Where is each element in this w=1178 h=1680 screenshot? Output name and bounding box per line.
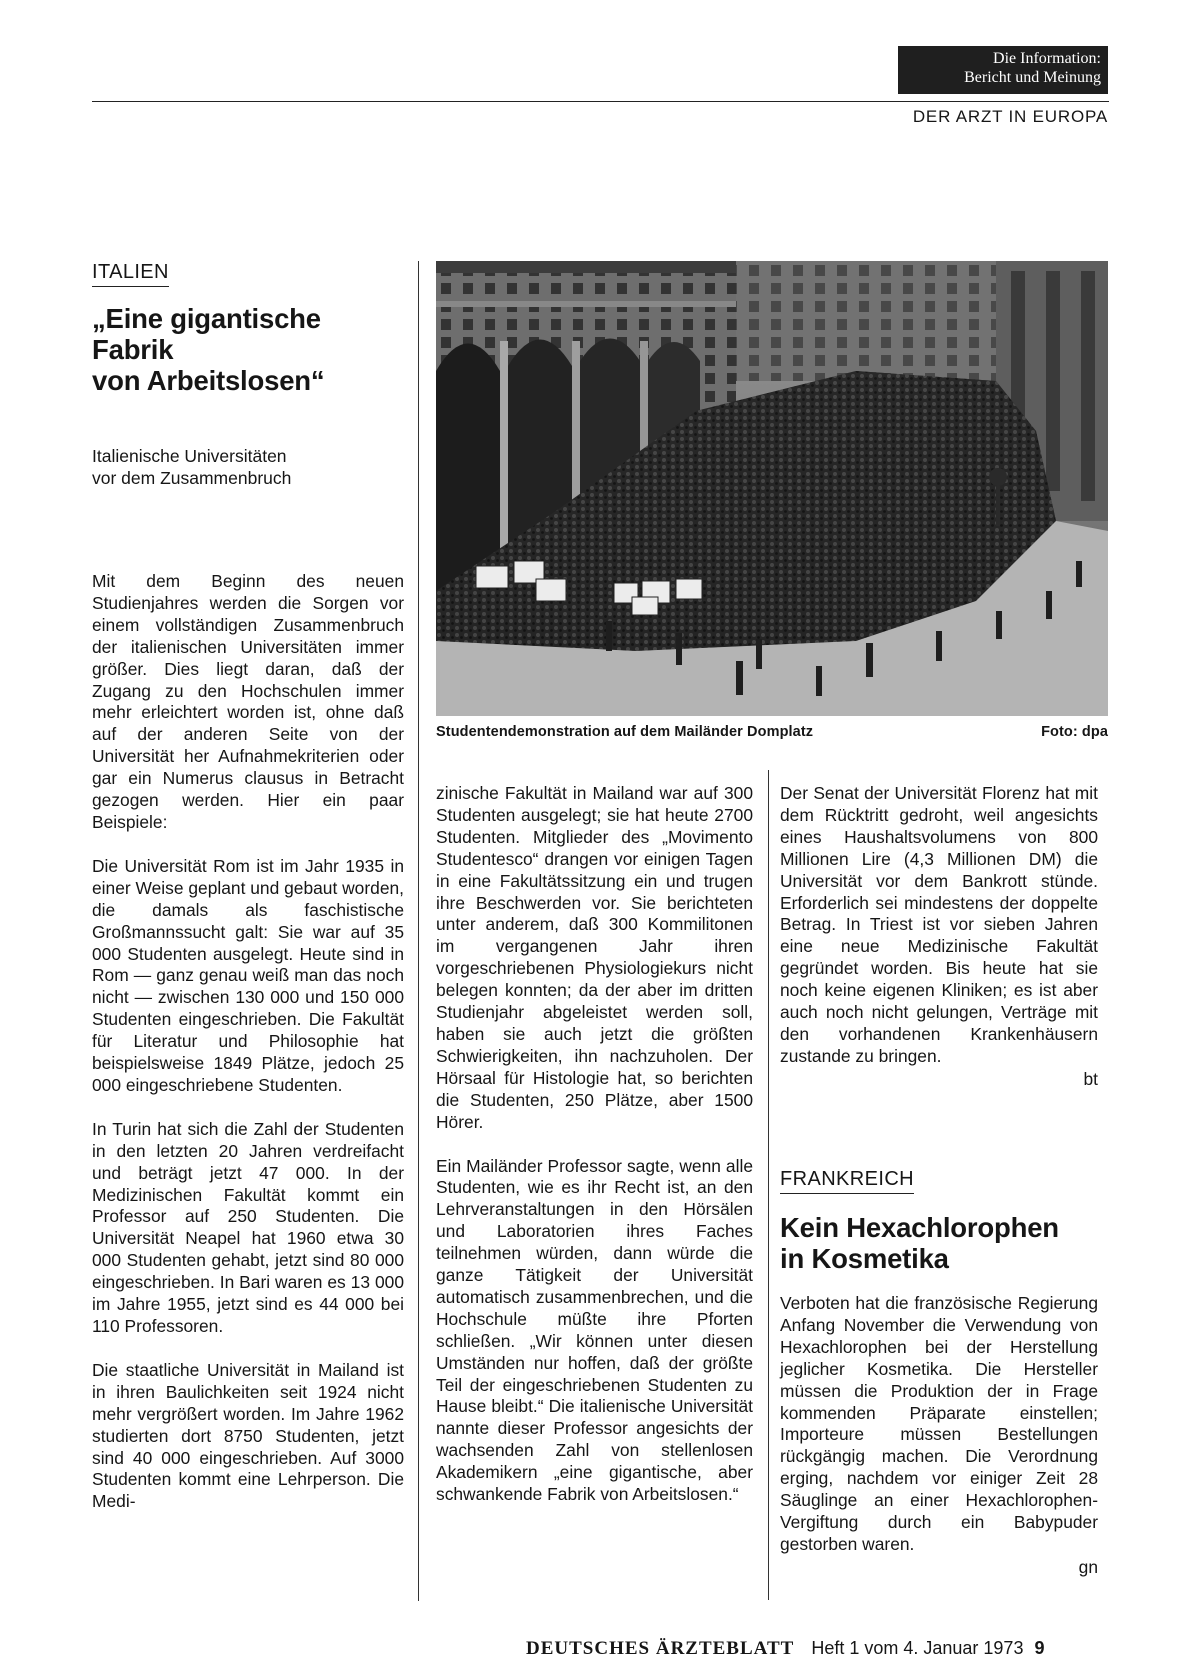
body-paragraph: In Turin hat sich die Zahl der Studenten in den letzten 20 Jahren verdreifacht und beträgt jetzt 47 000. In der Medizinischen Fakultät kommt ein Professor auf 250 Studenten. Die Universität Neapel hat 1960 etwa 30 000 Studenten gehabt, jetzt sind 80 000 eingeschrieben. In Bari waren es 13 000 im Jahre 1955, jetzt sind es 44 000 bei 110 Professoren.	[92, 1118, 404, 1336]
headline-line: von Arbeitslosen“	[92, 365, 325, 396]
body-paragraph: Ein Mailänder Professor sagte, wenn alle Studenten, wie es ihr Recht ist, an den Lehrveranstaltungen in den Hörsälen und Laboratorien ihres Faches teilnehmen würden, dann würde die ganze Tätigkeit der Universität automatisch zusammenbrechen, und die Hochschule müßte ihre Pforten schließen. „Wir können unter diesen Umständen nur hoffen, daß der größte Teil der eingeschriebenen Studenten zu Hause bleibt.“ Die italienische Universität nannte dieser Professor angesichts der wachsenden Zahl von stellenlosen Akademikern „eine gigantische, aber schwankende Fabrik von Arbeitslosen.“	[436, 1155, 753, 1505]
headline-line: Fabrik	[92, 334, 174, 365]
article1-header	[92, 261, 169, 284]
subhead-line: vor dem Zusammenbruch	[92, 468, 292, 488]
rubric-tag-line1: Die Information:	[993, 50, 1101, 67]
headline-line: Kein Hexachlorophen	[780, 1212, 1059, 1243]
caption-text: Studentendemonstration auf dem Mailänder Domplatz	[436, 724, 814, 740]
author-sign: bt	[1083, 1068, 1098, 1089]
body-paragraph: Verboten hat die französische Regierung Anfang November die Verwendung von Hexachlorophen bei der Herstellung jeglicher Kosmetika. Die Hersteller müssen die Produktion der in Frage kommenden Präparate einstellen; Importeure müssen Bestellungen rückgängig machen. Die Verordnung erging, nachdem vor einiger Zeit 28 Säuglinge an einer Hexachlorophen-Vergiftung durch ein Babypuder gestorben waren.	[780, 1293, 1098, 1554]
photo-caption	[436, 724, 1108, 740]
issue-info: Heft 1 vom 4. Januar 1973	[811, 1638, 1024, 1658]
masthead: DEUTSCHES ÄRZTEBLATT	[526, 1638, 795, 1659]
photo-image	[436, 261, 1108, 716]
column-divider	[418, 261, 419, 1601]
article2-kicker: FRANKREICH	[780, 1168, 914, 1194]
body-paragraph: zinische Fakultät in Mailand war auf 300 Studenten ausgelegt; sie hat heute 2700 Studenten. Mitglieder des „Movimento Studentesco“ drangen vor einigen Tagen in eine Fakultätssitzung ein und trugen ihre Beschwerden vor. Sie berichteten unter anderem, daß 300 Kommilitonen im vergangenen Jahr ihren vorgeschriebenen Physiologiekurs nicht belegen konnten; da der aber im dritten Studienjahr abgeleistet werden soll, haben sie auch jetzt die größten Schwierigkeiten, ihn nachzuholen. Der Hörsaal für Histologie hat, so berichten die Studenten, 250 Plätze, aber 1500 Hörer.	[436, 783, 753, 1132]
page-footer	[526, 1638, 1044, 1660]
article1-column-3	[780, 783, 1098, 1090]
body-paragraph: Die Universität Rom ist im Jahr 1935 in einer Weise geplant und gebaut worden, die damals als faschistische Großmannssucht galt: Sie war auf 35 000 Studenten ausgelegt. Heute sind in Rom — ganz genau weiß man das noch nicht — zwischen 130 000 und 150 000 Studenten eingeschrieben. Die Fakultät für Literatur und Philosophie hat beispielsweise 1849 Plätze, jedoch 25 000 eingeschriebene Studenten.	[92, 855, 404, 1095]
article1-headline	[92, 303, 412, 396]
subhead-line: Italienische Universitäten	[92, 446, 287, 466]
article2-headline	[780, 1212, 1110, 1274]
article2-header	[780, 1168, 914, 1191]
article1-column-2	[436, 783, 753, 1528]
page-number: 9	[1034, 1638, 1045, 1658]
headline-line: „Eine gigantische	[92, 303, 321, 334]
photo-credit: Foto: dpa	[1041, 724, 1108, 740]
column-divider	[768, 770, 769, 1600]
body-paragraph: Mit dem Beginn des neuen Studienjahres werden die Sorgen vor einem vollständigen Zusammenbruch der italienischen Universitäten immer größer. Dies liegt daran, daß der Zugang zu den Hochschulen immer mehr erleichtert worden ist, ohne daß auf der anderen Seite von der Universität her Aufnahmekriterien oder gar ein Numerus clausus in Betracht gezogen werden. Hier ein paar Beispiele:	[92, 571, 404, 832]
rubric-tag	[898, 46, 1108, 94]
section-title: DER ARZT IN EUROPA	[912, 107, 1108, 126]
article1-column-1	[92, 571, 404, 1535]
body-paragraph: Die staatliche Universität in Mailand ist in ihren Baulichkeiten seit 1924 nicht mehr vergrößert worden. Im Jahre 1962 studierten dort 8750 Studenten, jetzt sind 40 000 eingeschrieben. Auf 3000 Studenten kommt eine Lehrperson. Die Medi-	[92, 1359, 404, 1512]
author-sign: gn	[1078, 1556, 1098, 1577]
demonstration-photo	[436, 261, 1108, 716]
article2-body	[780, 1293, 1098, 1578]
article1-subhead	[92, 445, 412, 489]
headline-line: in Kosmetika	[780, 1243, 949, 1274]
body-paragraph: Der Senat der Universität Florenz hat mit dem Rücktritt gedroht, weil angesichts eines Haushaltsvolumens von 800 Millionen Lire (4,3 Millionen DM) die Universität vor dem Bankrott stünde. Erforderlich sei mindestens der doppelte Betrag. In Triest ist vor sieben Jahren eine neue Medizinische Fakultät gegründet worden. Bis heute hat sie noch keine eigenen Kliniken; es ist aber auch noch nicht gelungen, Verträge mit den vorhandenen Krankenhäusern zustande zu bringen.	[780, 783, 1098, 1066]
header-rule	[92, 101, 1109, 102]
rubric-tag-line2: Bericht und Meinung	[964, 69, 1101, 86]
article1-kicker: ITALIEN	[92, 261, 169, 287]
